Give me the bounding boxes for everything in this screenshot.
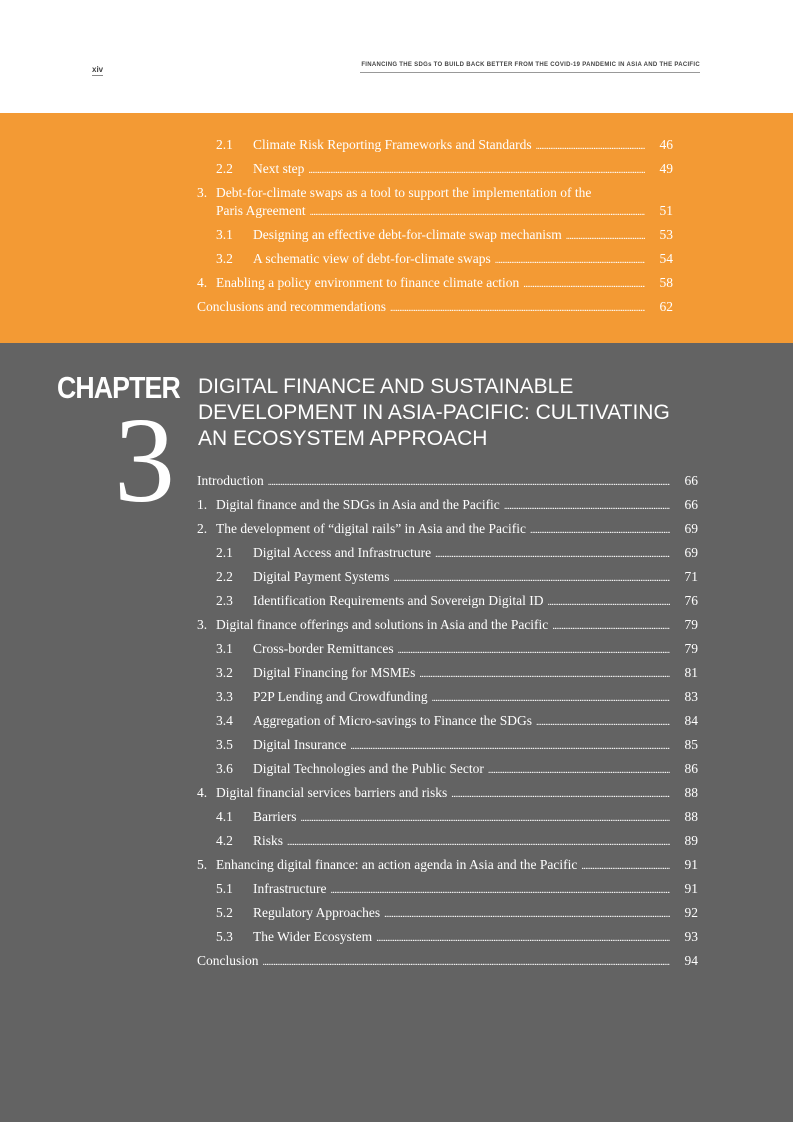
toc-entry-number: 2.1 [216, 545, 233, 560]
toc-entry-page: 85 [684, 737, 698, 752]
toc-entry[interactable] [216, 905, 698, 923]
toc-entry-title: Conclusions and recommendations [197, 299, 386, 314]
toc-leader-dots [432, 689, 670, 707]
page-number: xiv [92, 65, 104, 74]
toc-entry-title: Regulatory Approaches [253, 905, 381, 920]
toc-entry-title: Aggregation of Micro-savings to Finance the SDGs [253, 713, 532, 728]
toc-leader-dots [581, 857, 670, 875]
toc-leader-dots [394, 569, 671, 587]
toc-entry-page: 49 [659, 161, 673, 176]
toc-entry-page: 81 [684, 665, 698, 680]
toc-entry-title: Enhancing digital finance: an action agenda in Asia and the Pacific [216, 857, 578, 872]
toc-entry-page: 62 [659, 299, 673, 314]
toc-entry-number: 5.2 [216, 905, 233, 920]
toc-leader-dots [566, 227, 645, 245]
toc-leader-dots [376, 929, 670, 947]
toc-entry[interactable] [216, 251, 673, 269]
toc-leader-dots [308, 161, 645, 179]
toc-entry[interactable] [216, 833, 698, 851]
toc-entry-title: Climate Risk Reporting Frameworks and Standards [253, 137, 532, 152]
toc-entry-page: 79 [684, 641, 698, 656]
toc-entry-number: 3.2 [216, 251, 233, 266]
toc-entry[interactable] [197, 785, 698, 803]
page-header [0, 0, 793, 113]
toc-entry[interactable] [216, 137, 673, 155]
toc-entry-page: 89 [684, 833, 698, 848]
toc-entry-page: 71 [684, 569, 698, 584]
toc-entry-page: 69 [684, 521, 698, 536]
toc-entry[interactable] [216, 161, 673, 179]
chapter-number: 3 [114, 393, 175, 528]
toc-entry-number: 4.2 [216, 833, 233, 848]
toc-entry-title: Enabling a policy environment to finance climate action [216, 275, 520, 290]
toc-entry-number: 4.1 [216, 809, 233, 824]
toc-leader-dots [530, 521, 670, 539]
toc-entry[interactable] [216, 737, 698, 755]
toc-entry[interactable] [216, 689, 698, 707]
toc-entry-title: Infrastructure [253, 881, 327, 896]
toc-entry-number: 2.2 [216, 569, 233, 584]
toc-entry-number: 2.2 [216, 161, 233, 176]
toc-entry[interactable] [197, 497, 698, 515]
toc-leader-dots [523, 275, 645, 293]
toc-entry-page: 79 [684, 617, 698, 632]
toc-entry-number: 3.1 [216, 641, 233, 656]
toc-entry-number: 3.6 [216, 761, 233, 776]
toc-entry-title: Digital Payment Systems [253, 569, 390, 584]
toc-entry-title-line1: Debt-for-climate swaps as a tool to support the implementation of the [216, 185, 592, 200]
toc-entry-line1[interactable] [197, 185, 673, 201]
toc-leader-dots [330, 881, 670, 899]
toc-leader-dots [398, 641, 670, 659]
toc-entry-title: The Wider Ecosystem [253, 929, 373, 944]
toc-entry-page: 91 [684, 881, 698, 896]
chapter-title-line: DEVELOPMENT IN ASIA-PACIFIC: CULTIVATING [198, 401, 670, 424]
running-title: FINANCING THE SDGs TO BUILD BACK BETTER FROM THE COVID-19 PANDEMIC IN ASIA AND THE PACIFIC [360, 62, 700, 73]
toc-leader-dots [488, 761, 670, 779]
toc-leader-dots [350, 737, 670, 755]
toc-entry[interactable] [216, 227, 673, 245]
toc-entry-title: Next step [253, 161, 305, 176]
toc-entry-title: A schematic view of debt-for-climate swaps [253, 251, 491, 266]
toc-entry-title: Digital Financing for MSMEs [253, 665, 416, 680]
toc-leader-dots [504, 497, 670, 515]
toc-entry-number: 3.2 [216, 665, 233, 680]
toc-entry-title: Digital financial services barriers and risks [216, 785, 448, 800]
toc-leader-dots [548, 593, 670, 611]
toc-entry-title: Paris Agreement [216, 203, 306, 218]
toc-entry[interactable] [197, 617, 698, 635]
toc-entry-number: 2. [197, 521, 208, 536]
toc-entry-page: 69 [684, 545, 698, 560]
toc-entry-page: 76 [684, 593, 698, 608]
toc-entry-page: 66 [684, 497, 698, 512]
toc-entry-title: Digital Access and Infrastructure [253, 545, 432, 560]
toc-entry[interactable] [216, 713, 698, 731]
toc-entry-number: 3.3 [216, 689, 233, 704]
toc-entry-page: 53 [659, 227, 673, 242]
toc-leader-dots [419, 665, 670, 683]
toc-leader-dots [451, 785, 670, 803]
toc-entry[interactable] [216, 761, 698, 779]
toc-leader-dots [310, 203, 645, 221]
toc-entry-number: 2.3 [216, 593, 233, 608]
toc-entry-page: 88 [684, 809, 698, 824]
toc-entry[interactable] [216, 881, 698, 899]
toc-entry[interactable] [197, 521, 698, 539]
toc-entry[interactable] [216, 593, 698, 611]
toc-leader-dots [390, 299, 645, 317]
toc-entry[interactable] [216, 569, 698, 587]
toc-entry-title: Identification Requirements and Sovereign Digital ID [253, 593, 544, 608]
toc-entry-title: Introduction [197, 473, 264, 488]
toc-leader-dots [287, 833, 670, 851]
toc-entry-title: Barriers [253, 809, 297, 824]
toc-entry-page: 93 [684, 929, 698, 944]
toc-leader-dots [435, 545, 670, 563]
toc-leader-dots [552, 617, 670, 635]
toc-leader-dots [263, 953, 670, 971]
toc-entry-number: 5.1 [216, 881, 233, 896]
toc-entry-title: The development of “digital rails” in Asia and the Pacific [216, 521, 527, 536]
toc-entry-page: 88 [684, 785, 698, 800]
toc-leader-dots [495, 251, 645, 269]
toc-entry-page: 58 [659, 275, 673, 290]
toc-entry-page: 51 [659, 203, 673, 218]
toc-entry-page: 66 [684, 473, 698, 488]
toc-entry[interactable] [216, 545, 698, 563]
toc-entry-number: 4. [197, 785, 208, 800]
toc-entry[interactable] [216, 809, 698, 827]
toc-entry-page: 92 [684, 905, 698, 920]
chapter-title-line: AN ECOSYSTEM APPROACH [198, 427, 488, 450]
chapter-title [198, 374, 718, 452]
toc-entry-page: 86 [684, 761, 698, 776]
chapter-label: CHAPTER [57, 370, 180, 405]
toc-entry-number: 3. [197, 185, 208, 200]
toc-entry-page: 54 [659, 251, 673, 266]
toc-entry[interactable] [197, 275, 673, 293]
toc-entry-title: Conclusion [197, 953, 259, 968]
toc-entry-title: Cross-border Remittances [253, 641, 394, 656]
toc-entry-number: 4. [197, 275, 208, 290]
toc-entry-page: 91 [684, 857, 698, 872]
toc-leader-dots [300, 809, 670, 827]
toc-entry[interactable] [216, 641, 698, 659]
toc-entry-title: Digital Insurance [253, 737, 347, 752]
toc-entry-number: 3.4 [216, 713, 233, 728]
toc-entry[interactable] [197, 953, 698, 971]
toc-entry-page: 94 [684, 953, 698, 968]
chapter-title-line: DIGITAL FINANCE AND SUSTAINABLE [198, 375, 574, 398]
toc-entry-number: 5.3 [216, 929, 233, 944]
toc-entry-title: Digital finance and the SDGs in Asia and the Pacific [216, 497, 500, 512]
toc-leader-dots [384, 905, 670, 923]
toc-entry-page: 84 [684, 713, 698, 728]
toc-entry[interactable] [216, 665, 698, 683]
toc-entry-number: 2.1 [216, 137, 233, 152]
toc-entry[interactable] [216, 203, 673, 221]
toc-entry-title: Designing an effective debt-for-climate swap mechanism [253, 227, 562, 242]
toc-entry-number: 1. [197, 497, 208, 512]
toc-leader-dots [268, 473, 670, 491]
toc-entry-number: 3.1 [216, 227, 233, 242]
toc-entry[interactable] [197, 857, 698, 875]
toc-leader-dots [536, 713, 670, 731]
toc-leader-dots [536, 137, 645, 155]
toc-entry-title: Risks [253, 833, 284, 848]
toc-entry-page: 46 [659, 137, 673, 152]
toc-entry-number: 3.5 [216, 737, 233, 752]
toc-entry-number: 3. [197, 617, 208, 632]
toc-entry-page: 83 [684, 689, 698, 704]
toc-entry-title: Digital finance offerings and solutions in Asia and the Pacific [216, 617, 549, 632]
toc-entry-number: 5. [197, 857, 208, 872]
toc-entry[interactable] [197, 473, 698, 491]
toc-entry[interactable] [197, 299, 673, 317]
toc-entry-title: Digital Technologies and the Public Sector [253, 761, 484, 776]
toc-entry-title: P2P Lending and Crowdfunding [253, 689, 428, 704]
toc-entry[interactable] [216, 929, 698, 947]
